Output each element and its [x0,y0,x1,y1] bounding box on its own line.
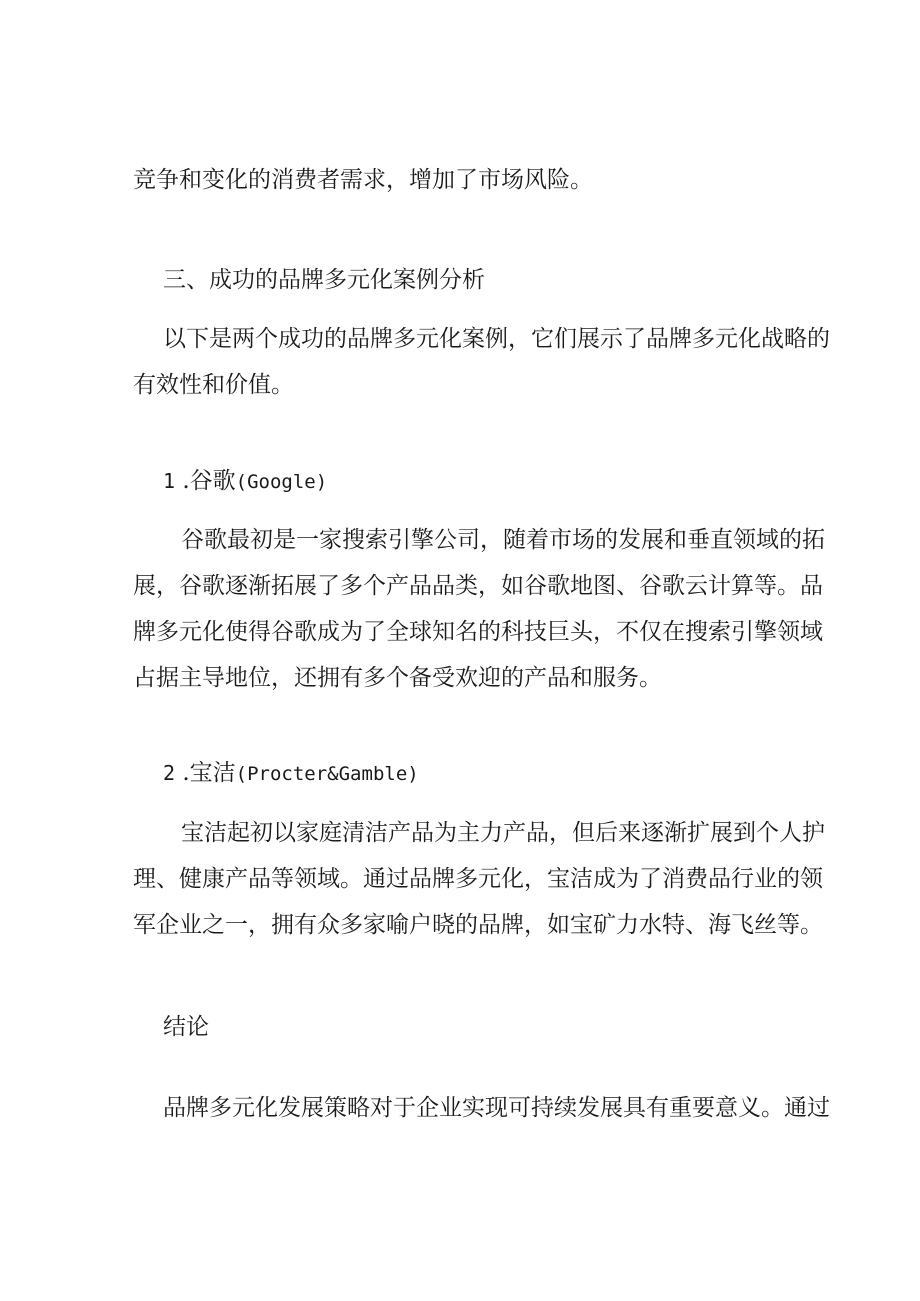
case-title-latin: (Google) [235,471,328,493]
case-heading-google [133,458,825,505]
conclusion-heading-text: 结论 [163,1014,209,1040]
case-paragraph-procter-gamble [133,810,825,948]
paragraph-line: 以下是两个成功的品牌多元化案例，它们展示了品牌多元化战略的 [163,326,830,352]
case-heading-text [163,458,825,505]
case-paragraph-google [133,517,825,701]
case-number: 1 [163,469,176,493]
paragraph-line: 牌多元化使得谷歌成为了全球知名的科技巨头，不仅在搜索引擎领域 [133,619,823,645]
paragraph-line: 展，谷歌逐渐拓展了多个产品品类，如谷歌地图、谷歌云计算等。品 [133,573,823,599]
case-title: .谷歌 [182,468,236,494]
section-heading-text: 三、成功的品牌多元化案例分析 [163,267,485,293]
case-number: 2 [163,761,176,785]
intro-paragraph [133,316,830,408]
paragraph-line: 品牌多元化发展策略对于企业实现可持续发展具有重要意义。通过 [163,1095,830,1121]
section-heading [133,257,825,303]
paragraph-line: 宝洁起初以家庭清洁产品为主力产品，但后来逐渐扩展到个人护 [181,820,825,846]
conclusion-heading [133,1004,825,1050]
paragraph-line: 谷歌最初是一家搜索引擎公司，随着市场的发展和垂直领域的拓 [181,527,825,553]
case-title: .宝洁 [182,760,236,786]
paragraph-line: 理、健康产品等领域。通过品牌多元化，宝洁成为了消费品行业的领 [133,866,823,892]
paragraph-line: 有效性和价值。 [133,372,294,398]
paragraph-line: 占据主导地位，还拥有多个备受欢迎的产品和服务。 [133,665,662,691]
conclusion-paragraph [133,1085,830,1131]
continuation-paragraph [133,157,795,203]
paragraph-line: 竞争和变化的消费者需求，增加了市场风险。 [133,167,593,193]
case-title-latin: (Procter&Gamble) [235,763,419,785]
case-heading-procter-gamble [133,750,825,797]
paragraph-line: 军企业之一，拥有众多家喻户晓的品牌，如宝矿力水特、海飞丝等。 [133,912,823,938]
case-heading-text [163,750,825,797]
